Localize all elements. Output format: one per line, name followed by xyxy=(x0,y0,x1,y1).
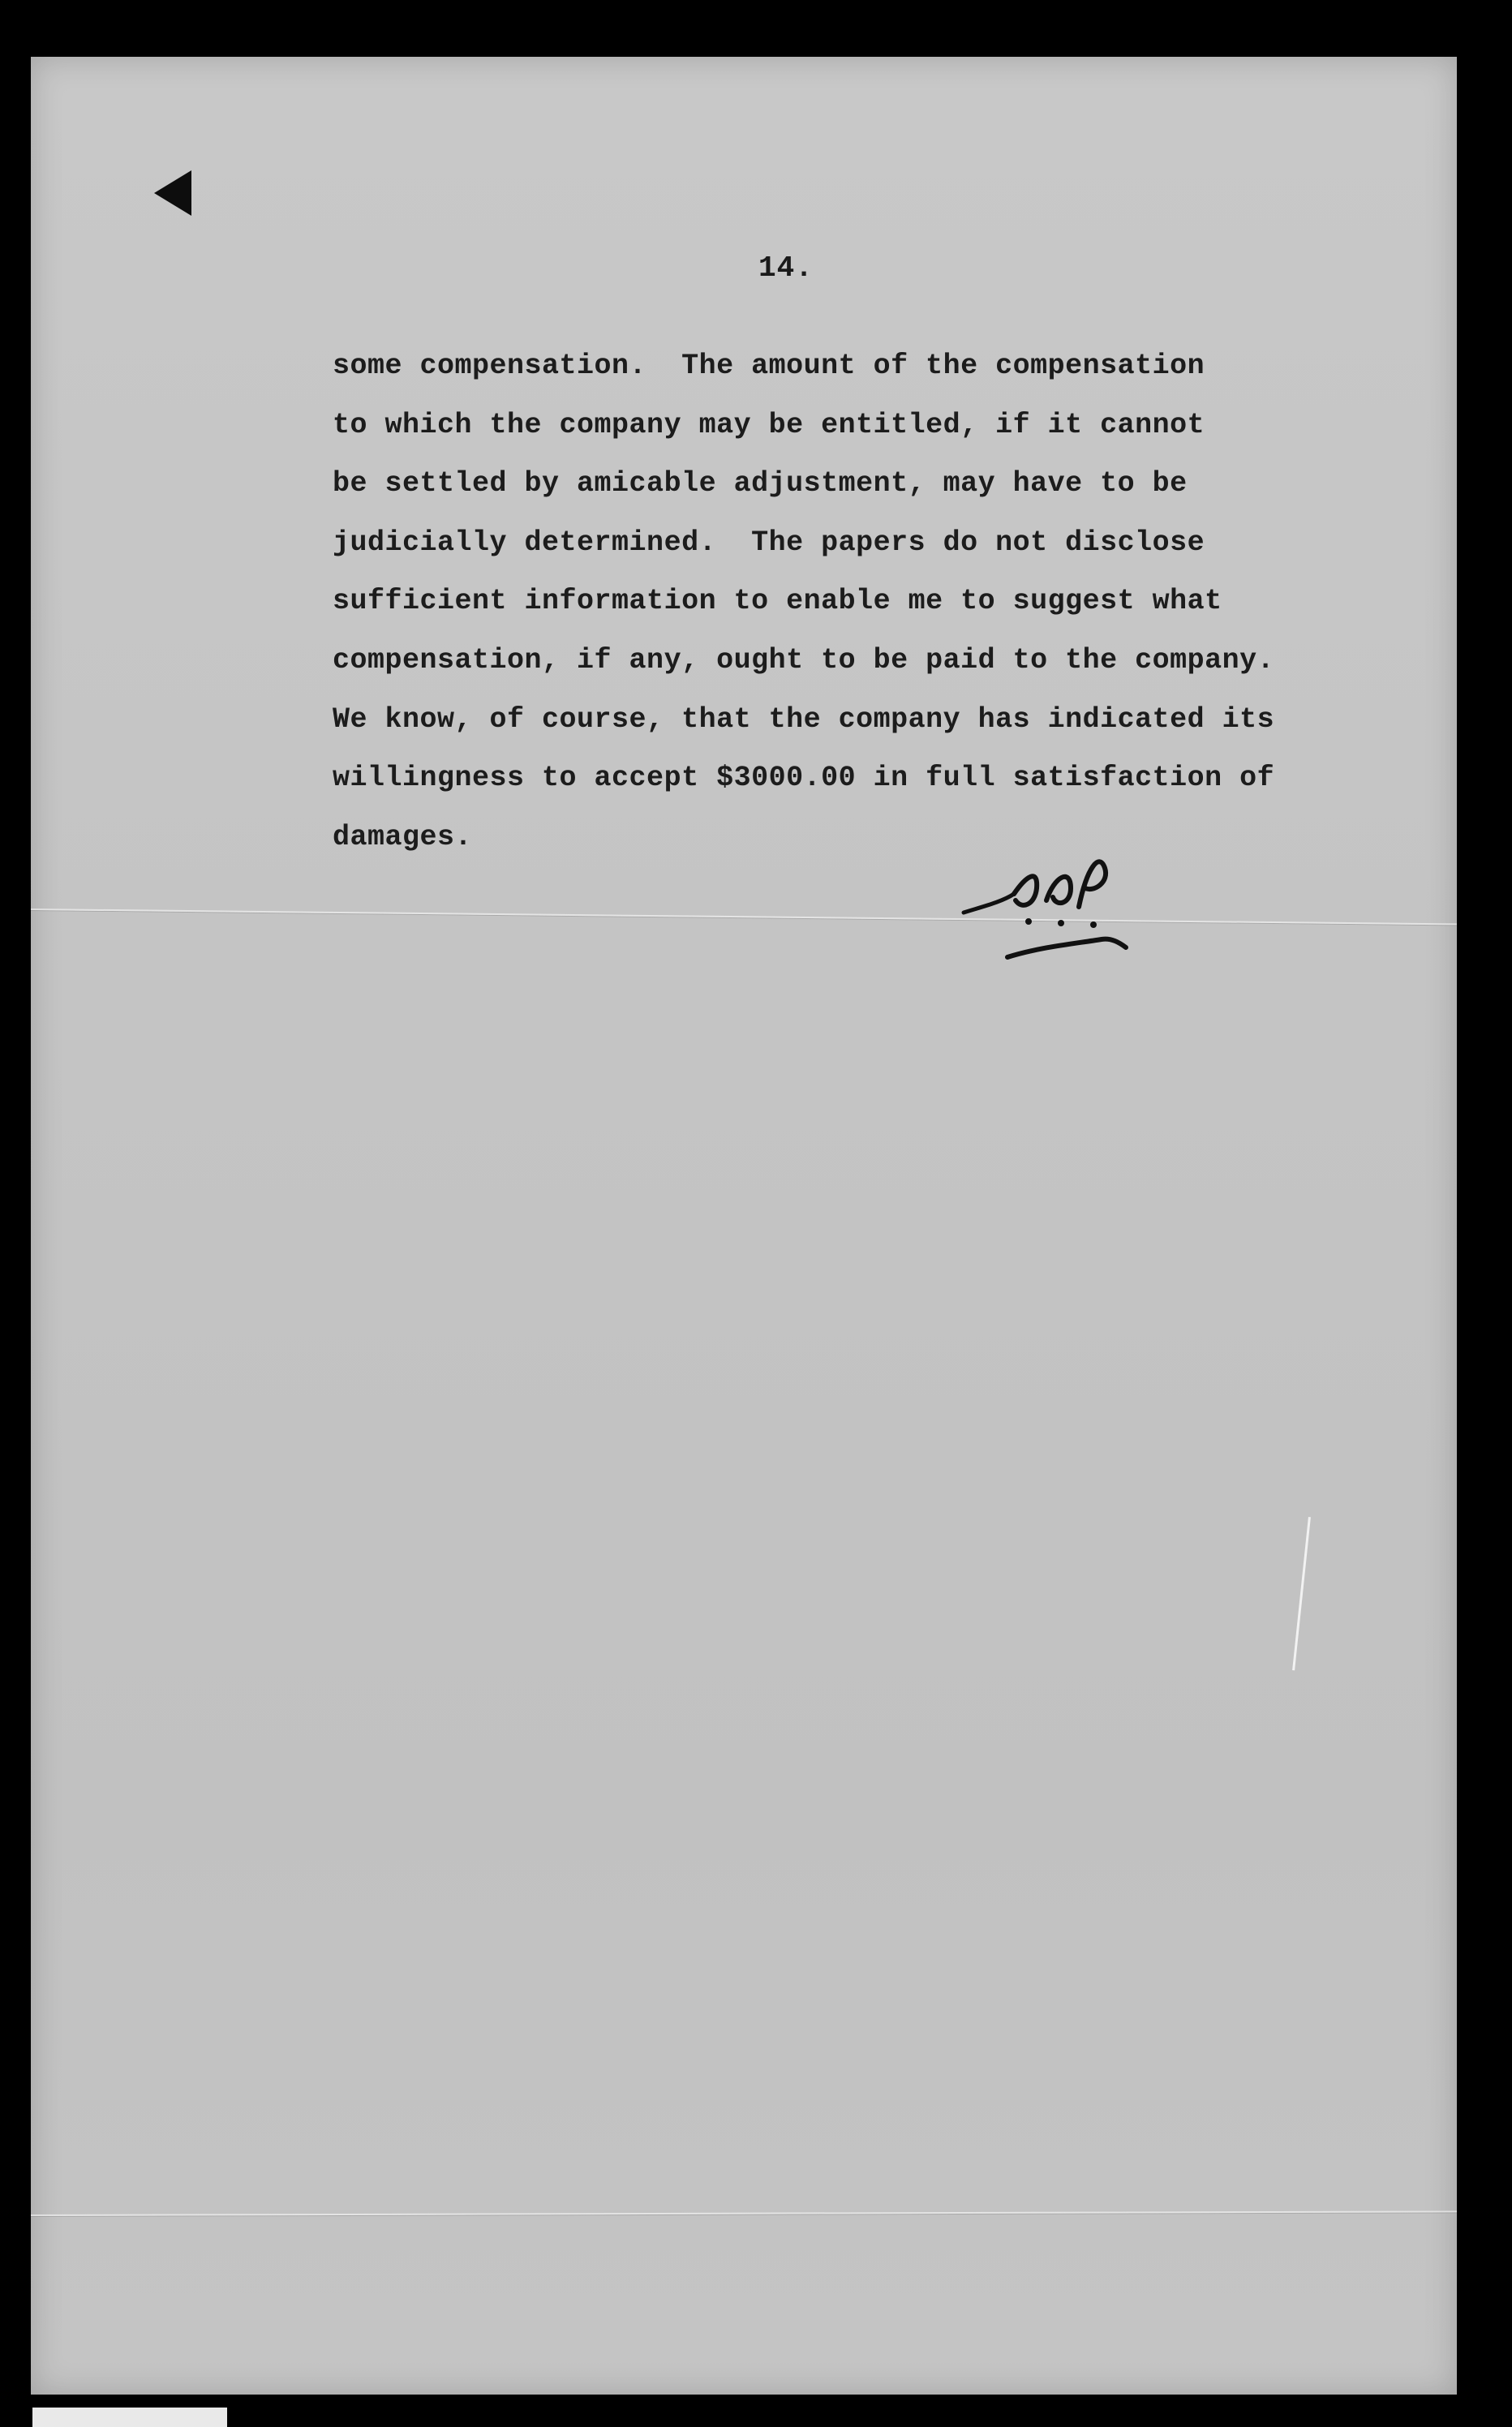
page-number: 14. xyxy=(758,251,814,285)
text-line: judicially determined. The papers do not disclose xyxy=(333,526,1205,559)
text-line: willingness to accept $3000.00 in full satisfaction of xyxy=(333,762,1275,795)
film-edge-tab xyxy=(32,2408,227,2427)
text-line: some compensation. The amount of the compensation xyxy=(333,350,1205,382)
body-paragraph xyxy=(333,337,1338,866)
paper-fold-line xyxy=(31,909,1457,926)
text-line: damages. xyxy=(333,820,473,853)
text-line: sufficient information to enable me to suggest what xyxy=(333,585,1222,618)
paper-crease-mark xyxy=(1292,1517,1316,1671)
page-marker-arrow-icon xyxy=(154,170,191,216)
text-line: We know, of course, that the company has indicated its xyxy=(333,702,1275,736)
text-line: be settled by amicable adjustment, may have to be xyxy=(333,467,1188,500)
handwritten-initials-signature xyxy=(957,844,1152,965)
text-line: to which the company may be entitled, if it cannot xyxy=(333,408,1205,441)
text-line: compensation, if any, ought to be paid to the company. xyxy=(333,643,1275,677)
paper-fold-line xyxy=(31,2210,1457,2217)
